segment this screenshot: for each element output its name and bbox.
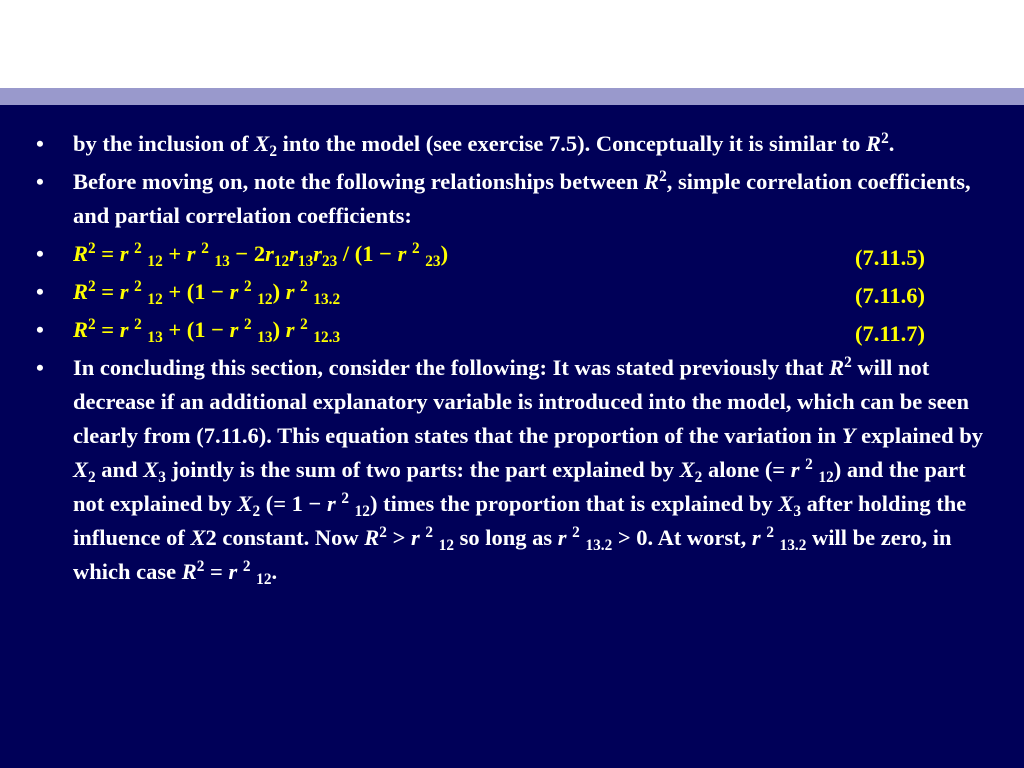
text-run: ) bbox=[272, 279, 286, 304]
superscript: 2 bbox=[196, 557, 205, 575]
subscript: 23 bbox=[425, 252, 441, 270]
math-var: r bbox=[285, 317, 295, 342]
text-run: will be zero, in which case bbox=[73, 525, 952, 584]
superscript: 2 bbox=[425, 523, 434, 541]
text-run: ) bbox=[440, 241, 449, 266]
text-run: − 2 bbox=[229, 241, 266, 266]
equation-7-11-6 bbox=[73, 277, 925, 308]
equation-number: (7.11.7) bbox=[855, 321, 925, 346]
superscript: 2 bbox=[88, 277, 96, 295]
var: R bbox=[644, 169, 660, 194]
math-var: X bbox=[190, 525, 206, 550]
subscript: 13 bbox=[297, 252, 314, 270]
text-run: constant. Now bbox=[216, 525, 365, 550]
equation-number: (7.11.6) bbox=[855, 283, 925, 308]
text-run: > bbox=[386, 525, 412, 550]
math-var: r bbox=[119, 279, 129, 304]
equation-7-11-5 bbox=[73, 239, 925, 270]
text-run: + (1 − bbox=[162, 279, 230, 304]
text-run: and bbox=[95, 457, 144, 482]
text-run: / (1 − bbox=[337, 241, 398, 266]
text-run: + (1 − bbox=[162, 317, 230, 342]
math-var: R bbox=[364, 525, 380, 550]
text-run: = bbox=[95, 317, 120, 342]
subscript: 12.3 bbox=[313, 328, 341, 346]
subscript: 12 bbox=[438, 536, 454, 554]
text: . bbox=[888, 131, 895, 156]
superscript: 2 bbox=[201, 239, 209, 257]
math-var: r bbox=[326, 491, 336, 516]
text-run: ) times the proportion that is explained by bbox=[369, 491, 779, 516]
superscript: 2 bbox=[88, 315, 96, 333]
superscript: 2 bbox=[341, 489, 350, 507]
text-run: so long as bbox=[454, 525, 558, 550]
equation-item bbox=[30, 237, 1000, 271]
text: , simple correlation coefficients, and partial correlation coefficients: bbox=[73, 169, 971, 228]
subscript: 23 bbox=[321, 252, 338, 270]
math-var: r bbox=[229, 279, 239, 304]
math-var: r bbox=[119, 241, 129, 266]
subscript: 12 bbox=[354, 502, 370, 520]
math-var: r bbox=[119, 317, 129, 342]
bullet-icon: • bbox=[36, 241, 44, 266]
text-run: + bbox=[162, 241, 187, 266]
subscript: 12 bbox=[147, 290, 163, 308]
math-var: X bbox=[778, 491, 794, 516]
subscript: 12 bbox=[273, 252, 290, 270]
superscript: 2 bbox=[242, 557, 251, 575]
bullet-icon: • bbox=[36, 355, 44, 380]
subscript: 2 bbox=[88, 468, 96, 486]
text-run: = bbox=[95, 241, 120, 266]
math-var: R bbox=[73, 241, 89, 266]
math-var: r bbox=[790, 457, 800, 482]
text-run: 2 bbox=[205, 525, 217, 550]
math-var: R bbox=[73, 279, 89, 304]
subscript: 13 bbox=[257, 328, 273, 346]
bullet-icon: • bbox=[36, 131, 44, 156]
text: into the model (see exercise 7.5). Conceptually it is similar to bbox=[276, 131, 867, 156]
math-var: r bbox=[289, 241, 298, 266]
text-run: In concluding this section, consider the following: It was stated previously that bbox=[73, 355, 830, 380]
math-var: r bbox=[228, 559, 238, 584]
text-run: jointly is the sum of two parts: the part explained by bbox=[165, 457, 680, 482]
superscript: 2 bbox=[844, 353, 852, 371]
superscript: 2 bbox=[805, 455, 813, 473]
bullet-icon: • bbox=[36, 279, 44, 304]
list-item bbox=[30, 351, 1000, 589]
superscript: 2 bbox=[134, 277, 142, 295]
math-var: r bbox=[397, 241, 407, 266]
subscript: 13.2 bbox=[779, 536, 807, 554]
math-var: R bbox=[829, 355, 845, 380]
superscript: 2 bbox=[881, 129, 889, 147]
text-run: . bbox=[271, 559, 278, 584]
bullet-icon: • bbox=[36, 169, 44, 194]
math-var: r bbox=[186, 241, 196, 266]
text: Before moving on, note the following relationships between bbox=[73, 169, 645, 194]
var: R bbox=[866, 131, 882, 156]
superscript: 2 bbox=[572, 523, 580, 541]
subscript: 2 bbox=[694, 468, 703, 486]
subscript: 12 bbox=[147, 252, 163, 270]
text-run: ) bbox=[272, 317, 286, 342]
text: by the inclusion of bbox=[73, 131, 255, 156]
text-run bbox=[349, 491, 355, 516]
list-item bbox=[30, 127, 1000, 161]
math-var: R bbox=[181, 559, 197, 584]
text-run: explained by bbox=[855, 423, 984, 448]
text-run bbox=[774, 525, 780, 550]
var: X bbox=[254, 131, 270, 156]
math-var: R bbox=[73, 317, 89, 342]
math-var: X bbox=[679, 457, 695, 482]
equation-item bbox=[30, 275, 1000, 309]
text-run: will not decrease if an additional explanatory variable is introduced into the model, which can be seen clearly from (7.11.6). This equation states that the proportion of the variation in bbox=[73, 355, 970, 448]
text-run bbox=[433, 525, 439, 550]
text-run: ) and the part not explained by bbox=[73, 457, 966, 516]
subscript: 3 bbox=[158, 468, 166, 486]
math-var: X bbox=[143, 457, 159, 482]
text-run: = bbox=[204, 559, 229, 584]
text-run: after holding the influence of bbox=[73, 491, 967, 550]
slide-body bbox=[30, 127, 1000, 593]
math-var: X bbox=[73, 457, 89, 482]
subscript: 2 bbox=[252, 502, 261, 520]
text-run: > 0. At worst, bbox=[612, 525, 752, 550]
math-var: r bbox=[751, 525, 761, 550]
superscript: 2 bbox=[300, 277, 308, 295]
superscript: 2 bbox=[244, 277, 252, 295]
math-var: X bbox=[237, 491, 253, 516]
subscript: 3 bbox=[793, 502, 801, 520]
superscript: 2 bbox=[244, 315, 252, 333]
math-var: r bbox=[411, 525, 420, 550]
subscript: 2 bbox=[269, 142, 277, 160]
equation-7-11-7 bbox=[73, 315, 925, 346]
superscript: 2 bbox=[88, 239, 96, 257]
bullet-icon: • bbox=[36, 317, 44, 342]
text-run: alone (= bbox=[702, 457, 791, 482]
subscript: 12 bbox=[256, 570, 272, 588]
math-var: r bbox=[313, 241, 322, 266]
header-stripe bbox=[0, 88, 1024, 105]
superscript: 2 bbox=[134, 315, 142, 333]
header-area bbox=[0, 0, 1024, 88]
subscript: 13 bbox=[214, 252, 230, 270]
text-run: (= 1 − bbox=[260, 491, 327, 516]
superscript: 2 bbox=[134, 239, 142, 257]
subscript: 13 bbox=[147, 328, 163, 346]
superscript: 2 bbox=[300, 315, 308, 333]
math-var: r bbox=[285, 279, 295, 304]
equation-number: (7.11.5) bbox=[855, 245, 925, 270]
superscript: 2 bbox=[659, 167, 667, 185]
superscript: 2 bbox=[379, 523, 387, 541]
subscript: 13.2 bbox=[585, 536, 613, 554]
subscript: 13.2 bbox=[313, 290, 341, 308]
superscript: 2 bbox=[766, 523, 774, 541]
math-var: Y bbox=[841, 423, 856, 448]
list-item bbox=[30, 165, 1000, 233]
superscript: 2 bbox=[412, 239, 420, 257]
subscript: 12 bbox=[818, 468, 834, 486]
math-var: r bbox=[229, 317, 239, 342]
math-var: r bbox=[557, 525, 567, 550]
subscript: 12 bbox=[257, 290, 273, 308]
math-var: r bbox=[265, 241, 274, 266]
equation-item bbox=[30, 313, 1000, 347]
bullet-list bbox=[30, 127, 1000, 589]
text-run: = bbox=[95, 279, 120, 304]
